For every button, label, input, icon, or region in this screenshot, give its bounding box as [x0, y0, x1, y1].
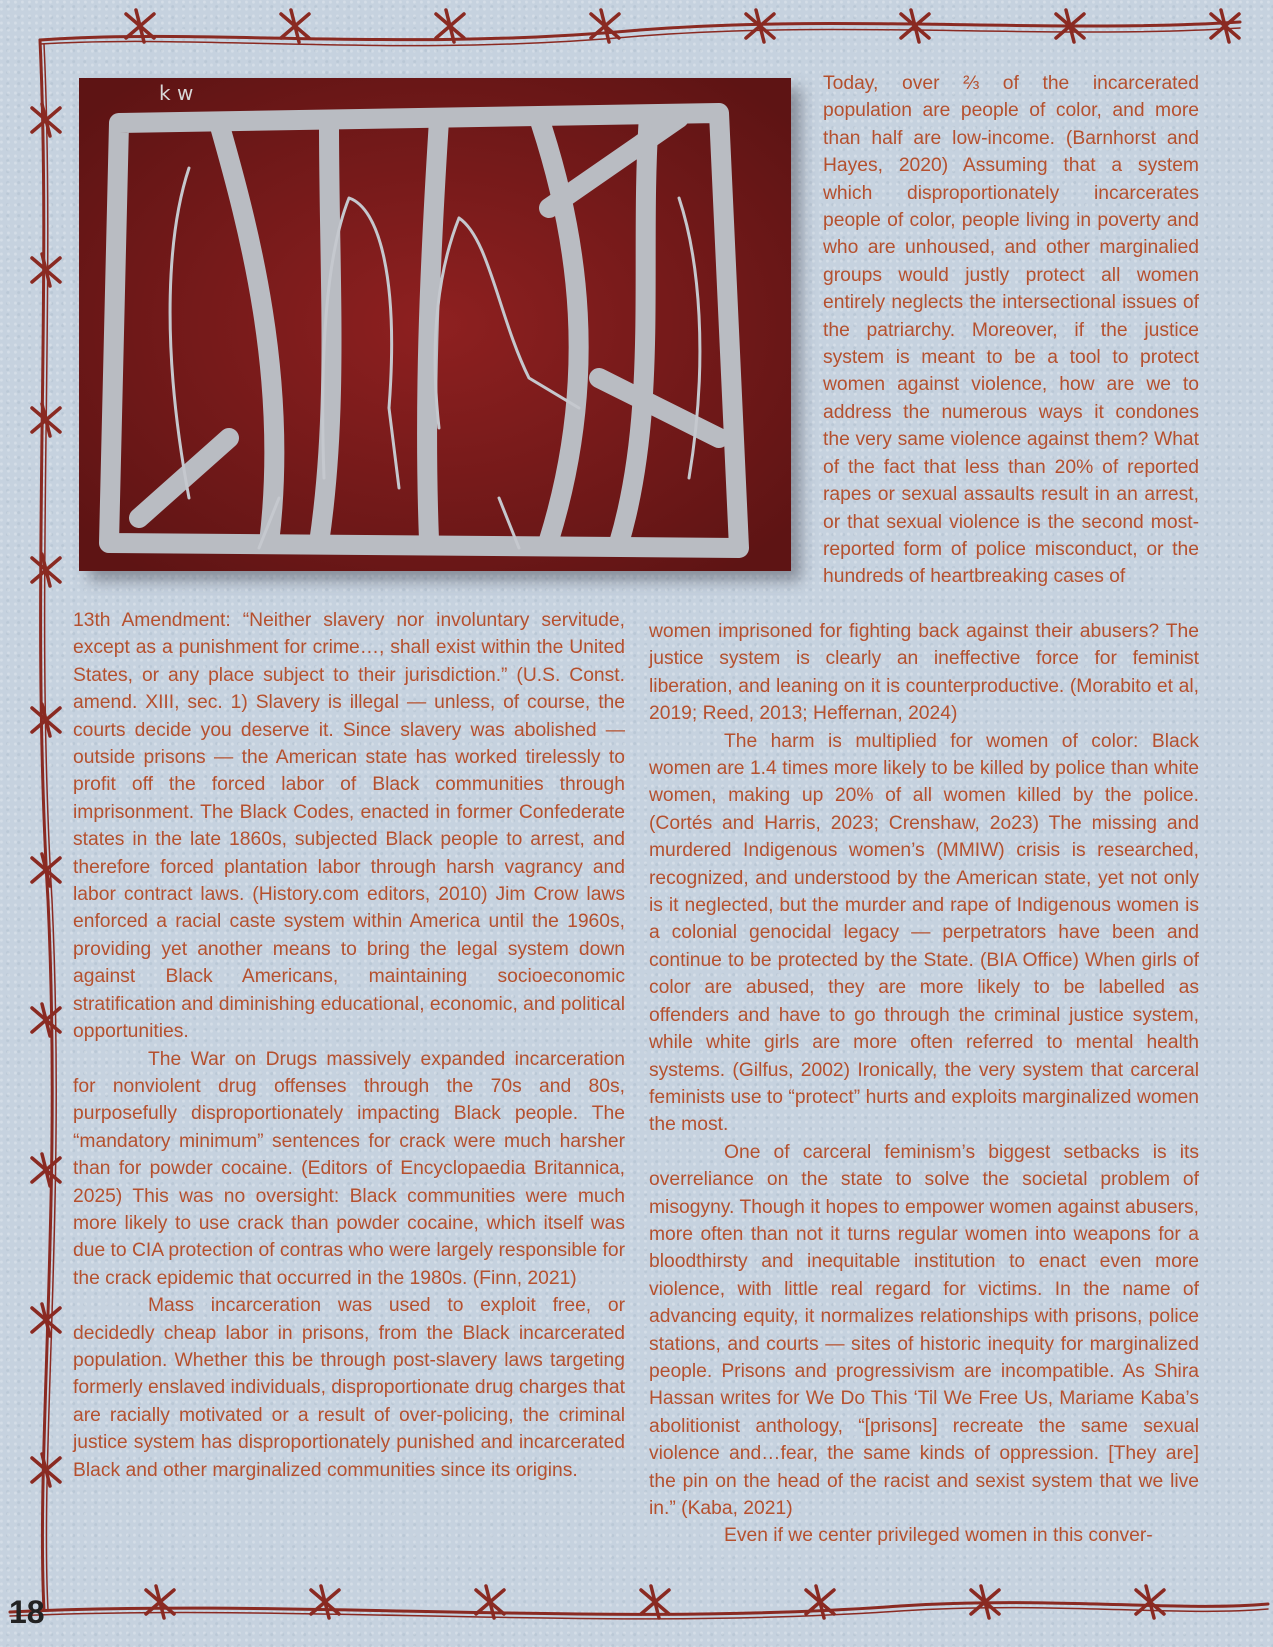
barb	[32, 1158, 60, 1182]
barb	[651, 1586, 659, 1618]
barb	[32, 558, 60, 582]
barb	[436, 14, 464, 38]
barb	[32, 1008, 60, 1032]
barb	[136, 10, 144, 42]
barb	[32, 408, 60, 432]
barb	[436, 14, 464, 38]
barb	[746, 14, 774, 38]
barb	[32, 1008, 60, 1032]
barb	[281, 14, 309, 38]
barb	[32, 1158, 60, 1182]
barb	[746, 14, 774, 38]
artist-signature: k w	[159, 81, 194, 105]
barb	[1136, 1590, 1164, 1614]
barb	[1136, 1590, 1164, 1614]
barb	[42, 704, 50, 736]
barb	[1211, 14, 1239, 38]
barb	[311, 1590, 339, 1614]
barb	[476, 1590, 504, 1614]
prison-bars-image	[79, 78, 791, 571]
barb	[156, 1586, 164, 1618]
barb	[816, 1586, 824, 1618]
barb	[591, 14, 619, 38]
barb	[32, 258, 60, 282]
barb	[32, 1458, 60, 1482]
barb	[126, 14, 154, 38]
barb	[32, 1458, 60, 1482]
barb	[806, 1590, 834, 1614]
barb	[911, 10, 919, 42]
paragraph: Mass incarceration was used to exploit free, or decidedly cheap labor in prisons, from the Black incarcerated population. Whether this be through post-slavery laws targeting formerly enslaved individuals, disproportionate drug charges that are racially motivated or a result of over-policing, the criminal justice system has disproportionately punished and incarcerated Black and other marginalized communities since its origins.	[73, 1295, 625, 1481]
barb	[901, 14, 929, 38]
barb	[901, 14, 929, 38]
paragraph: 13th Amendment: “Neither slavery nor involuntary servitude, except as a punishment for crime…, shall exist within the United States, or any place subject to their jurisdiction.” (U.S. Const. amend. XIII, sec. 1) Slavery is illegal — unless, of course, the courts decide you deserve it. Since slavery was abolished — outside prisons — the American state has worked tirelessly to profit off the forced labor of Black communities through imprisonment. The Black Codes, enacted in former Confederate states in the late 1860s, subjected Black people to arrest, and therefore forced plantation labor through harsh vagrancy and labor contract laws. (History.com editors, 2010) Jim Crow laws enforced a racial caste system within America until the 1960s, providing yet another means to bring the legal system down against Black Americans, maintaining socioeconomic stratification and diminishing educational, economic, and political opportunities.	[73, 610, 625, 1043]
barb	[311, 1590, 339, 1614]
barb	[126, 14, 154, 38]
barb	[321, 1586, 329, 1618]
barb	[146, 1590, 174, 1614]
barb	[1066, 10, 1074, 42]
paragraph: Even if we center privileged women in this conver-	[724, 1525, 1153, 1547]
right-column-top-text	[823, 70, 1199, 591]
barb	[42, 404, 50, 436]
barb	[601, 10, 609, 42]
barb	[32, 108, 60, 132]
barb	[32, 708, 60, 732]
barb	[42, 1154, 50, 1186]
prison-bars-illustration	[79, 78, 791, 571]
paragraph: women imprisoned for fighting back against their abusers? The justice system is clearly an ineffective force for feminist liberation, and leaning on it is counterproductive. (Morabito et al, 2019; Reed, 2013; Heffernan, 2024)	[649, 621, 1199, 725]
paragraph: The harm is multiplied for women of color: Black women are 1.4 times more likely to be killed by police than white women, making up 20% of all women killed by the police. (Cortés and Harris, 2023; Crenshaw, 2o23) The missing and murdered Indigenous women’s (MMIW) crisis is researched, recognized, and understood by the American state, yet not only is it neglected, but the murder and rape of Indigenous women is a colonial genocidal legacy — perpetrators have been and continue to be protected by the State. (BIA Office) When girls of color are abused, they are more likely to be labelled as offenders and have to go through the criminal justice system, while white girls are more often referred to mental health systems. (Gilfus, 2002) Ironically, the very system that carceral feminists use to “protect” hurts and exploits marginalized women the most.	[649, 730, 1199, 1136]
page-number: 18	[9, 1594, 45, 1630]
barb	[281, 14, 309, 38]
barb	[1056, 14, 1084, 38]
paragraph: One of carceral feminism’s biggest setbacks is its overreliance on the state to solve the societal problem of misogyny. Though it hopes to empower women against abusers, more often than not it turns regular women into weapons for a bloodthirsty and inequitable institution to enact even more violence, with little real regard for victims. In the name of advancing equity, it normalizes relationships with prisons, police stations, and courts — sites of historic inequity for marginalized people. Prisons and progressivism are incompatible. As Shira Hassan writes for We Do This ‘Til We Free Us, Mariame Kaba’s abolitionist anthology, “[prisons] recreate the same sexual violence and…fear, the same kinds of oppression. [They are] the pin on the head of the racist and sexist system that we live in.” (Kaba, 2021)	[649, 1141, 1199, 1519]
right-column-bottom-text	[649, 618, 1199, 1550]
barb	[32, 108, 60, 132]
barb	[32, 1308, 60, 1332]
barb	[1221, 10, 1229, 42]
barb	[32, 1308, 60, 1332]
barb	[32, 858, 60, 882]
barb	[446, 10, 454, 42]
barb	[42, 1304, 50, 1336]
barb	[291, 10, 299, 42]
barb	[32, 708, 60, 732]
barb	[641, 1590, 669, 1614]
barb	[756, 10, 764, 42]
barb	[32, 258, 60, 282]
left-column-text	[73, 607, 625, 1484]
barb	[971, 1590, 999, 1614]
barb	[42, 1004, 50, 1036]
barb	[32, 858, 60, 882]
barb	[1146, 1586, 1154, 1618]
barb	[32, 558, 60, 582]
barb	[476, 1590, 504, 1614]
paragraph: The War on Drugs massively expanded incarceration for nonviolent drug offenses through the 70s and 80s, purposefully disproportionately impacting Black people. The “mandatory minimum” sentences for crack were much harsher than for powder cocaine. (Editors of Encyclopaedia Britannica, 2025) This was no oversight: Black communities were much more likely to use crack than powder cocaine, which itself was due to CIA protection of contras who were largely responsible for the crack epidemic that occurred in the 1980s. (Finn, 2021)	[73, 1048, 625, 1289]
paragraph: Today, over ⅔ of the incarcerated population are people of color, and more than half are low-income. (Barnhorst and Hayes, 2020) Assuming that a system which disproportionately incarcerates people of color, people living in poverty and who are unhoused, and other marginalied groups would justly protect all women entirely neglects the intersectional issues of the patriarchy. Moreover, if the justice system is meant to be a tool to protect women against violence, how are we to address the numerous ways it condones the very same violence against them? What of the fact that less than 20% of reported rapes or sexual assaults result in an arrest, or that sexual violence is the second most-reported form of police misconduct, or the hundreds of heartbreaking cases of	[823, 73, 1199, 588]
barb	[42, 854, 50, 886]
barb	[42, 554, 50, 586]
barb	[806, 1590, 834, 1614]
barb	[146, 1590, 174, 1614]
barb	[32, 408, 60, 432]
barb	[1056, 14, 1084, 38]
barb	[971, 1590, 999, 1614]
barb	[42, 104, 50, 136]
barb	[42, 254, 50, 286]
barb	[641, 1590, 669, 1614]
barb	[1211, 14, 1239, 38]
barb	[981, 1586, 989, 1618]
barb	[42, 1454, 50, 1486]
barb	[591, 14, 619, 38]
barb	[486, 1586, 494, 1618]
